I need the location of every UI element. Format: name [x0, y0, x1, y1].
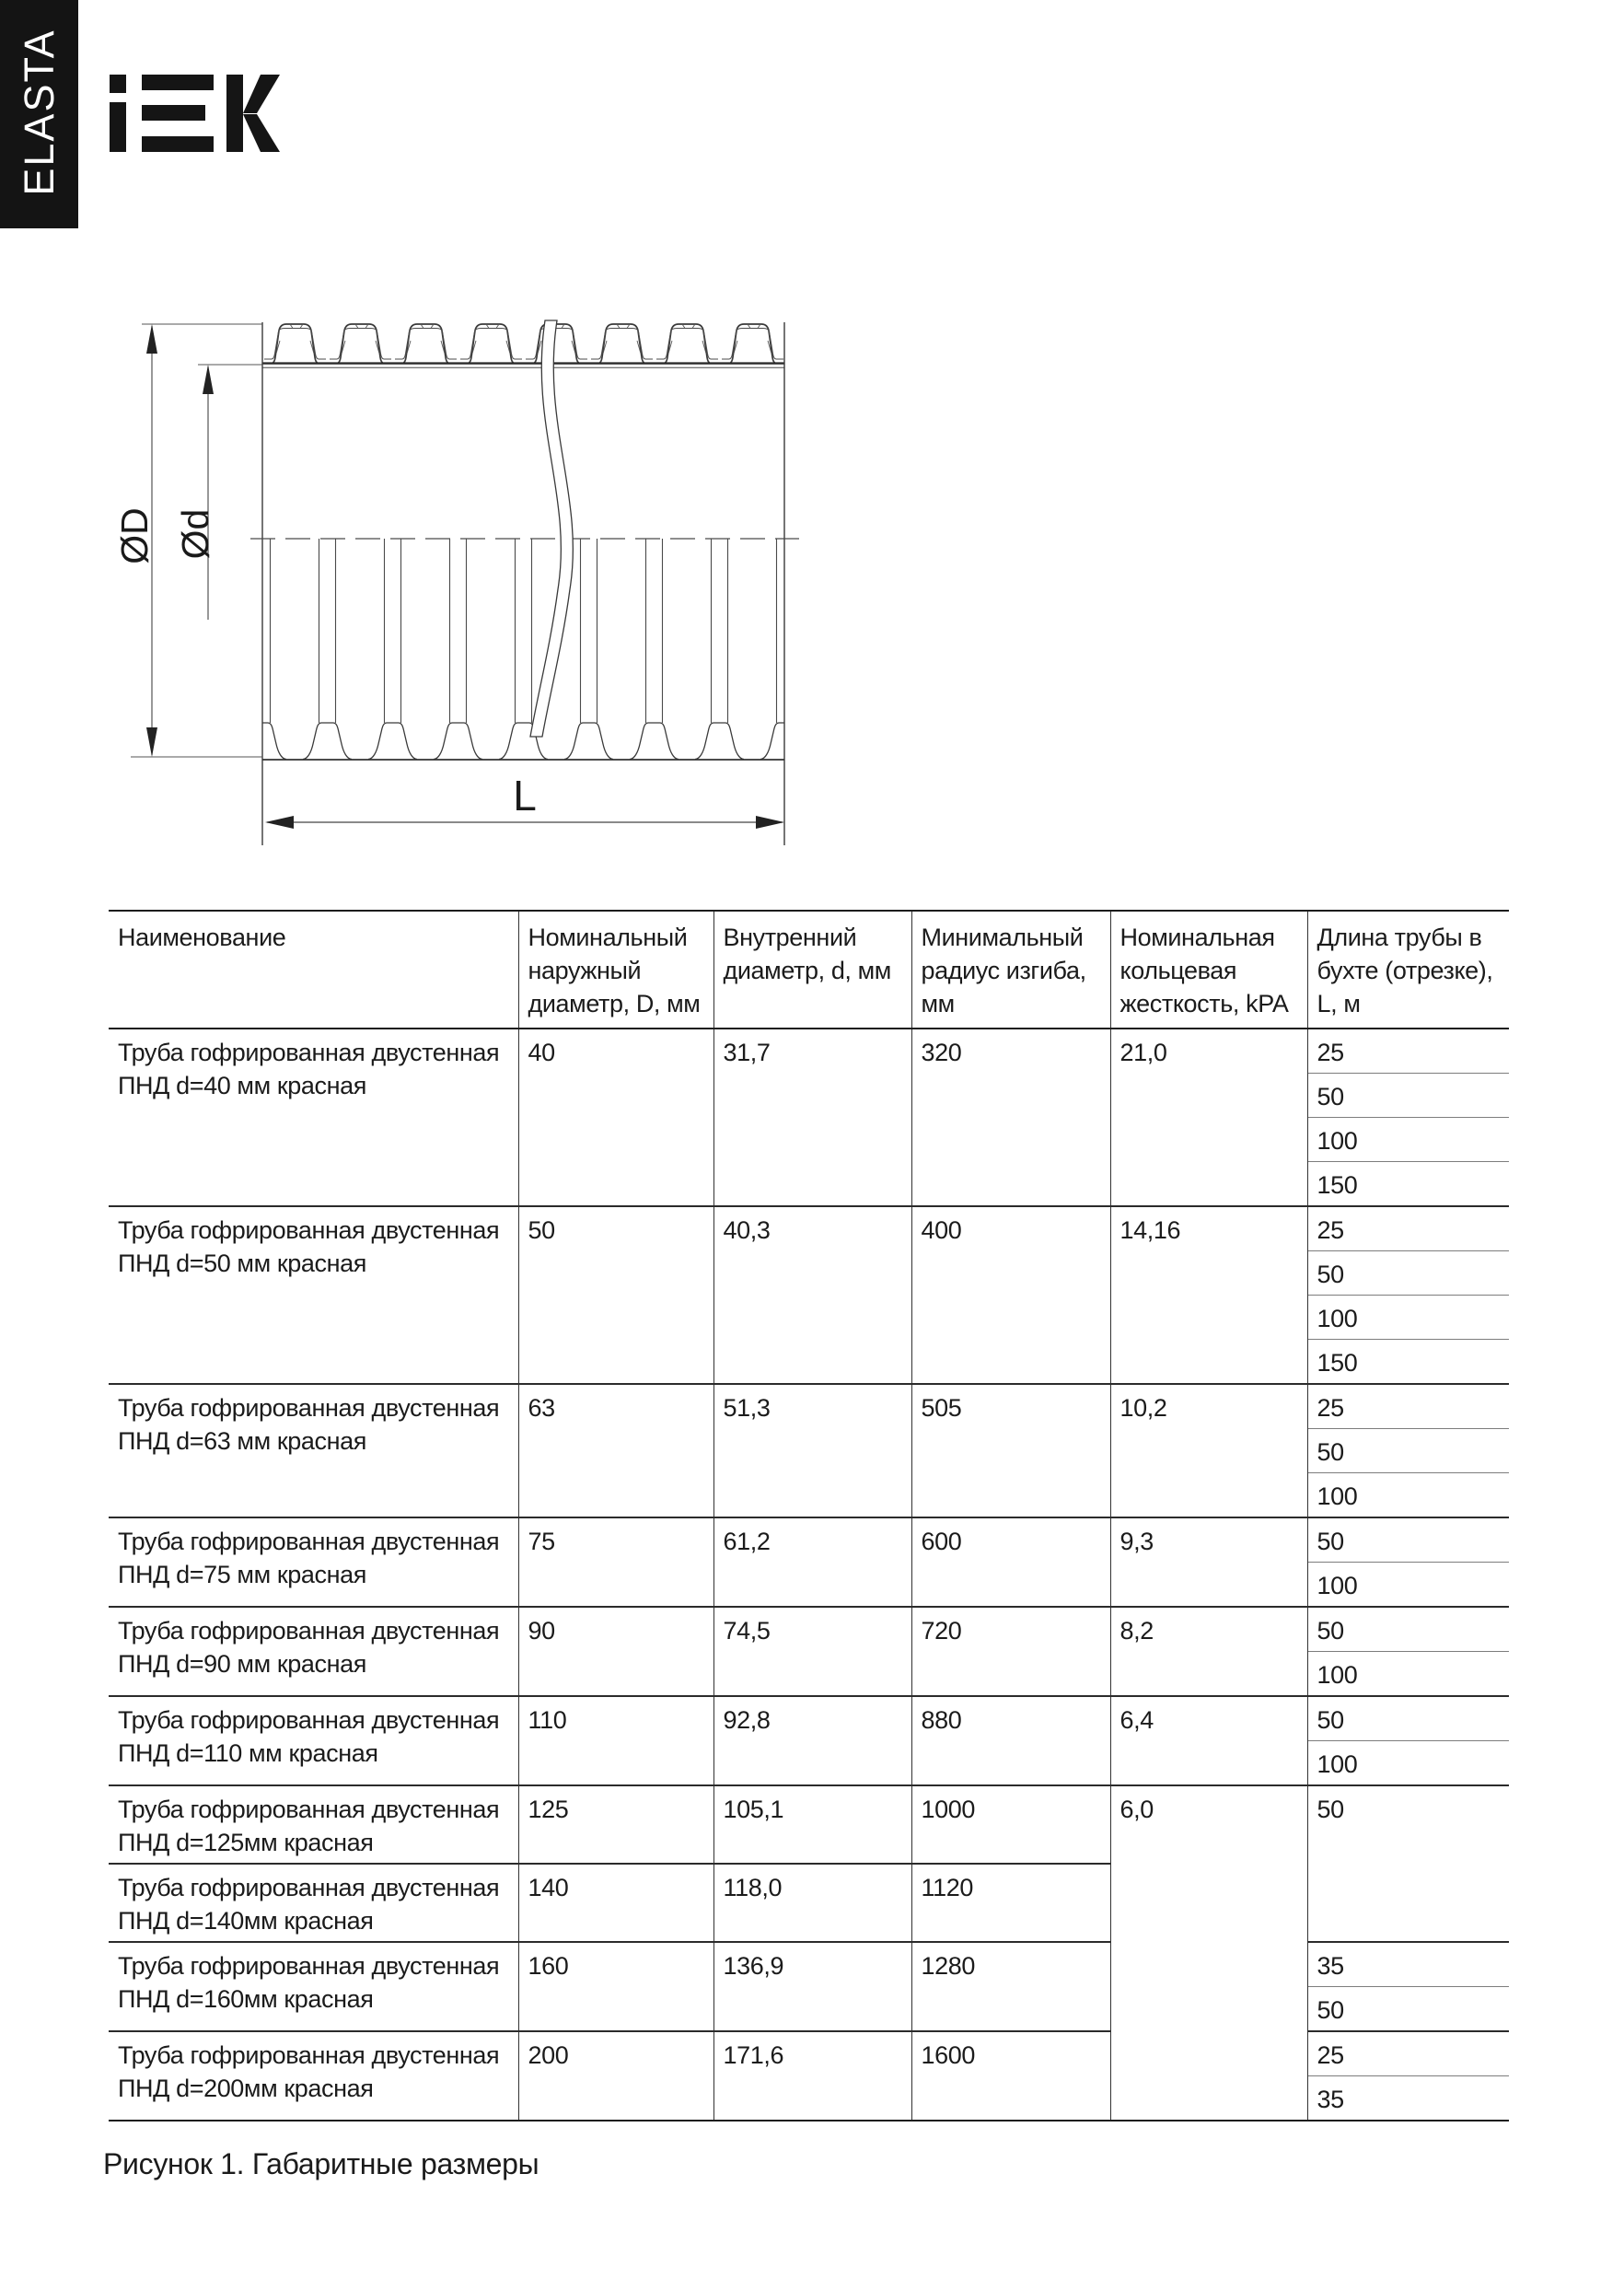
- logo-e-top-bar: [142, 75, 214, 90]
- arrow-outer-top: [146, 324, 157, 354]
- logo-i-stem: [110, 102, 126, 152]
- length-label: L: [513, 772, 537, 820]
- table-row: 35: [109, 2076, 1509, 2121]
- logo-k-stem: [226, 75, 243, 152]
- product-name-cell: Труба гофрированная двустенная ПНД d=110 мм красная: [109, 1696, 518, 1785]
- iek-logo: [109, 74, 280, 153]
- logo-e-bottom-bar: [142, 136, 214, 152]
- table-row: 100: [109, 1118, 1509, 1162]
- table-row: Труба гофрированная двустенная ПНД d=40 мм красная 40 31,7 320 21,0 25: [109, 1029, 1509, 1074]
- logo-e-mid-bar: [142, 105, 205, 121]
- table-row: 50: [109, 1251, 1509, 1296]
- header-coil-length: Длина трубы в бухте (отрезке), L, м: [1307, 911, 1509, 1029]
- product-name-cell: Труба гофрированная двустенная ПНД d=140мм красная: [109, 1864, 518, 1942]
- header-bend-radius: Минимальный радиус изгиба, мм: [911, 911, 1110, 1029]
- product-name-cell: Труба гофрированная двустенная ПНД d=125мм красная: [109, 1785, 518, 1864]
- table-row: Труба гофрированная двустенная ПНД d=125мм красная 125 105,1 1000 6,0 50: [109, 1785, 1509, 1864]
- table-row: 100: [109, 1563, 1509, 1608]
- pipe-inner-ribs: [262, 539, 784, 760]
- header-ring-stiffness: Номинальная кольцевая жесткость, kPA: [1110, 911, 1307, 1029]
- table-row: 100: [109, 1473, 1509, 1518]
- table-row: 100: [109, 1296, 1509, 1340]
- header-inner-diameter: Внутренний диаметр, d, мм: [713, 911, 911, 1029]
- table-row: Труба гофрированная двустенная ПНД d=50 мм красная 50 40,3 400 14,16 25: [109, 1206, 1509, 1251]
- table-row: Труба гофрированная двустенная ПНД d=160мм красная 160 136,9 1280 35: [109, 1942, 1509, 1987]
- spine-strip: [0, 0, 78, 228]
- table-row: 150: [109, 1162, 1509, 1207]
- table-row: Труба гофрированная двустенная ПНД d=75 мм красная 75 61,2 600 9,3 50: [109, 1517, 1509, 1563]
- pipe-spec-table: [109, 910, 1509, 2121]
- inner-diameter-label: Ød: [174, 508, 216, 560]
- table-row: 150: [109, 1340, 1509, 1385]
- pipe-corrugation-profile: [262, 320, 784, 364]
- arrow-inner-top: [203, 365, 214, 394]
- table-header-row: [109, 911, 1509, 1029]
- arrow-outer-bottom: [146, 727, 157, 757]
- product-name-cell: Труба гофрированная двустенная ПНД d=90 мм красная: [109, 1607, 518, 1696]
- pipe-dimension-drawing: [92, 304, 865, 867]
- arrow-length-right: [756, 816, 784, 829]
- table-row: 100: [109, 1652, 1509, 1697]
- product-name-cell: Труба гофрированная двустенная ПНД d=50 мм красная: [109, 1206, 518, 1384]
- product-name-cell: Труба гофрированная двустенная ПНД d=160мм красная: [109, 1942, 518, 2031]
- product-name-cell: Труба гофрированная двустенная ПНД d=75 мм красная: [109, 1517, 518, 1607]
- outer-diameter-label: ØD: [113, 507, 156, 564]
- table-row: Труба гофрированная двустенная ПНД d=110 мм красная 110 92,8 880 6,4 50: [109, 1696, 1509, 1741]
- logo-k-upper-arm: [243, 75, 280, 113]
- spine-series-label: ELASTA: [15, 29, 63, 196]
- arrow-length-left: [265, 816, 294, 829]
- product-name-cell: Труба гофрированная двустенная ПНД d=40 мм красная: [109, 1029, 518, 1206]
- product-name-cell: Труба гофрированная двустенная ПНД d=200мм красная: [109, 2031, 518, 2121]
- table-row: Труба гофрированная двустенная ПНД d=140мм красная 140 118,0 1120: [109, 1864, 1509, 1942]
- header-name: Наименование: [109, 911, 518, 1029]
- logo-k-lower-arm: [243, 114, 280, 152]
- table-row: 50: [109, 1987, 1509, 2032]
- table-row: Труба гофрированная двустенная ПНД d=200мм красная 200 171,6 1600 25: [109, 2031, 1509, 2076]
- product-name-cell: Труба гофрированная двустенная ПНД d=63 мм красная: [109, 1384, 518, 1517]
- table-row: 100: [109, 1741, 1509, 1786]
- header-outer-diameter: Номинальный наружный диаметр, D, мм: [518, 911, 713, 1029]
- table-row: 50: [109, 1429, 1509, 1473]
- table-row: 50: [109, 1074, 1509, 1118]
- table-row: Труба гофрированная двустенная ПНД d=63 мм красная 63 51,3 505 10,2 25: [109, 1384, 1509, 1429]
- logo-i-dot: [110, 75, 126, 93]
- table-row: Труба гофрированная двустенная ПНД d=90 мм красная 90 74,5 720 8,2 50: [109, 1607, 1509, 1652]
- figure-caption: Рисунок 1. Габаритные размеры: [103, 2147, 539, 2180]
